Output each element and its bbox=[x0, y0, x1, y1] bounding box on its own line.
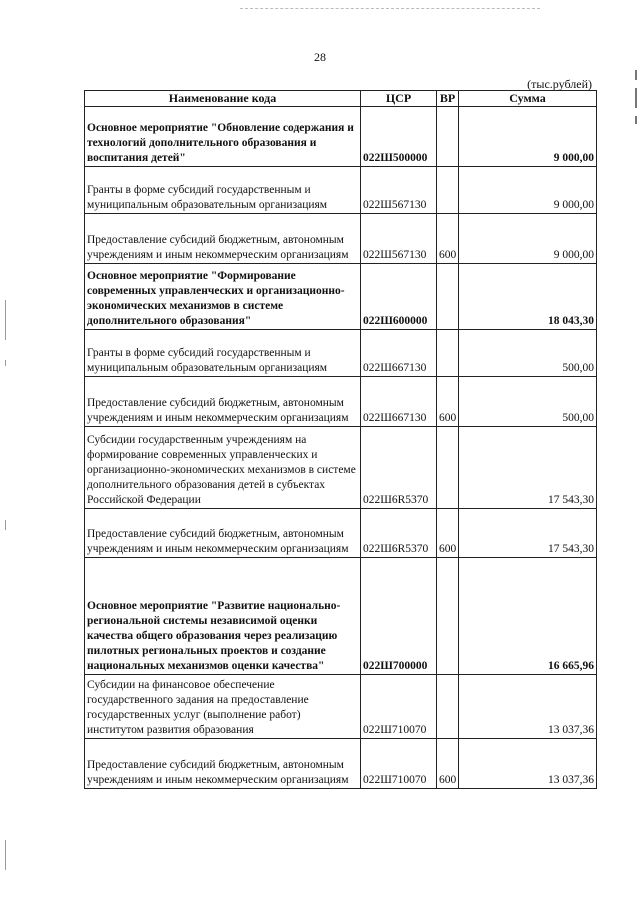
row-vr bbox=[437, 264, 459, 330]
units-label: (тыс.рублей) bbox=[527, 77, 592, 91]
row-sum: 9 000,00 bbox=[459, 167, 597, 214]
table-row bbox=[85, 558, 597, 675]
row-csr: 022Ш6R5370 bbox=[361, 427, 437, 509]
row-name: Субсидии государственным учреждениям на формирование современных управленческих и организационно-экономических механизмов в системе дополнительного образования детей в субъектах Российской Федерации bbox=[85, 427, 361, 509]
row-name: Гранты в форме субсидий государственным и муниципальным образовательным организациям bbox=[85, 167, 361, 214]
row-csr: 022Ш567130 bbox=[361, 167, 437, 214]
row-sum: 17 543,30 bbox=[459, 509, 597, 558]
table-row bbox=[85, 107, 597, 167]
row-sum: 16 665,96 bbox=[459, 558, 597, 675]
row-name: Субсидии на финансовое обеспечение государственного задания на предоставление государственных услуг (выполнение работ) институтом развития образования bbox=[85, 675, 361, 739]
row-vr: 600 bbox=[437, 509, 459, 558]
row-sum: 13 037,36 bbox=[459, 739, 597, 789]
row-csr: 022Ш6R5370 bbox=[361, 509, 437, 558]
row-name: Основное мероприятие "Развитие национально-региональной системы независимой оценки качества общего образования через реализацию пилотных региональных проектов и создание национальных механизмов оценки качества" bbox=[85, 558, 361, 675]
row-csr: 022Ш500000 bbox=[361, 107, 437, 167]
row-sum: 9 000,00 bbox=[459, 214, 597, 264]
row-name: Предоставление субсидий бюджетным, автономным учреждениям и иным некоммерческим организациям bbox=[85, 509, 361, 558]
header-vr: ВР bbox=[437, 91, 459, 107]
row-name: Предоставление субсидий бюджетным, автономным учреждениям и иным некоммерческим организациям bbox=[85, 739, 361, 789]
row-vr bbox=[437, 427, 459, 509]
row-vr: 600 bbox=[437, 377, 459, 427]
row-csr: 022Ш710070 bbox=[361, 675, 437, 739]
row-vr bbox=[437, 107, 459, 167]
table-row bbox=[85, 377, 597, 427]
header-csr: ЦСР bbox=[361, 91, 437, 107]
row-vr: 600 bbox=[437, 214, 459, 264]
top-rule bbox=[240, 8, 540, 9]
row-name: Предоставление субсидий бюджетным, автономным учреждениям и иным некоммерческим организациям bbox=[85, 214, 361, 264]
header-sum: Сумма bbox=[459, 91, 597, 107]
page-number: 28 bbox=[314, 50, 326, 64]
row-vr bbox=[437, 558, 459, 675]
row-csr: 022Ш667130 bbox=[361, 330, 437, 377]
row-name: Гранты в форме субсидий государственным и муниципальным образовательным организациям bbox=[85, 330, 361, 377]
row-sum: 18 043,30 bbox=[459, 264, 597, 330]
right-scan-marks bbox=[632, 70, 638, 150]
row-csr: 022Ш600000 bbox=[361, 264, 437, 330]
row-csr: 022Ш700000 bbox=[361, 558, 437, 675]
header-name: Наименование кода bbox=[85, 91, 361, 107]
row-csr: 022Ш710070 bbox=[361, 739, 437, 789]
row-name: Основное мероприятие "Обновление содержания и технологий дополнительного образования и воспитания детей" bbox=[85, 107, 361, 167]
table-row bbox=[85, 675, 597, 739]
table-row bbox=[85, 214, 597, 264]
row-sum: 500,00 bbox=[459, 377, 597, 427]
row-vr bbox=[437, 167, 459, 214]
left-scan-marks bbox=[2, 300, 10, 900]
row-csr: 022Ш667130 bbox=[361, 377, 437, 427]
table-row bbox=[85, 167, 597, 214]
table-header-row bbox=[85, 91, 597, 107]
table-row bbox=[85, 264, 597, 330]
row-sum: 13 037,36 bbox=[459, 675, 597, 739]
row-vr: 600 bbox=[437, 739, 459, 789]
table-row bbox=[85, 427, 597, 509]
table-row bbox=[85, 739, 597, 789]
budget-table bbox=[84, 90, 597, 789]
row-name: Предоставление субсидий бюджетным, автономным учреждениям и иным некоммерческим организациям bbox=[85, 377, 361, 427]
row-csr: 022Ш567130 bbox=[361, 214, 437, 264]
row-vr bbox=[437, 330, 459, 377]
row-sum: 500,00 bbox=[459, 330, 597, 377]
row-vr bbox=[437, 675, 459, 739]
table-row bbox=[85, 509, 597, 558]
row-sum: 17 543,30 bbox=[459, 427, 597, 509]
table-row bbox=[85, 330, 597, 377]
row-name: Основное мероприятие "Формирование современных управленческих и организационно-экономических механизмов в системе дополнительного образования" bbox=[85, 264, 361, 330]
row-sum: 9 000,00 bbox=[459, 107, 597, 167]
